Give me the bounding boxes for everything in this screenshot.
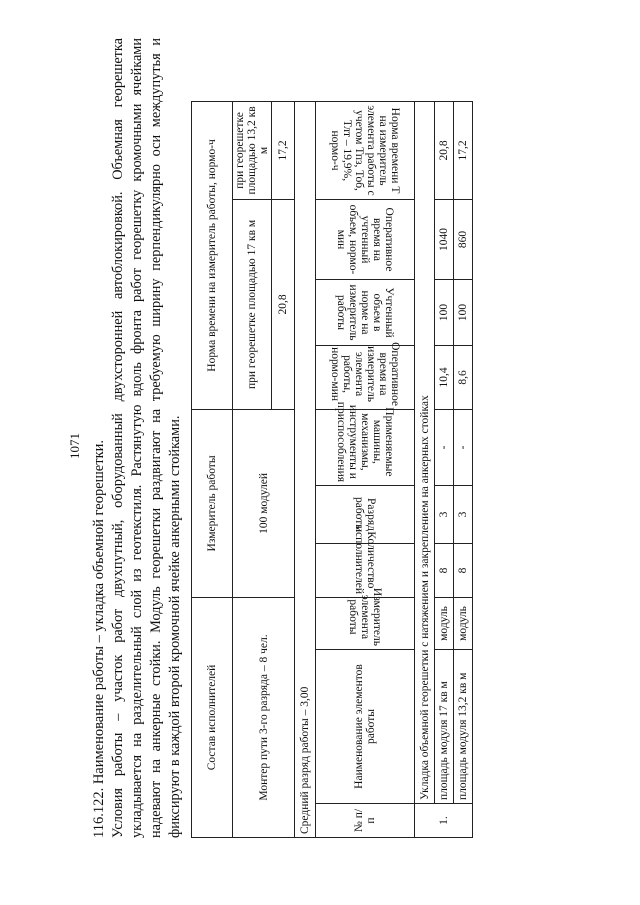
- section-num: 1.: [415, 804, 473, 838]
- work-conditions: Условия работы – участок работ двухпутный, оборудованный двухсторонней автоблокировкой. Объемная георешетка укладывается на разделительный слой из геотекстиля. Растянутую вдоль фронта работ георешетку кромочными ячейками надевают на анкерные стойки. Модуль георешетки раздвигают на требуемую ширину перпендикулярно оси междупутья и фиксируют в каждой второй кромочной ячейке анкерными стойками.: [110, 38, 183, 838]
- table-row: площадь модуля 13,2 кв м модуль 8 3 - 8,6 100 860 17,2: [454, 101, 473, 837]
- page-number: 1071: [67, 433, 82, 459]
- unit-value: 100 модулей: [233, 409, 295, 597]
- col-grade: Разряд работы: [353, 496, 377, 532]
- col-num: № п/п: [316, 804, 415, 838]
- col-machines: Применяемые машины, механизмы, инструменты и приспособления: [335, 401, 395, 482]
- header-staff: Состав исполнителей: [192, 597, 233, 837]
- rotated-content: [91, 38, 551, 838]
- header-geo13: при георешетке площадью 13,2 кв м: [233, 101, 272, 199]
- header-unit: Измеритель работы: [192, 409, 233, 597]
- header-geo17: при георешетке площадью 17 кв м: [233, 199, 272, 409]
- staff-value: Монтер пути 3-го разряда – 8 чел.: [233, 597, 295, 837]
- col-op-volume: Оперативное время на учтенный объем, нормо-мин: [335, 204, 395, 275]
- table-row: площадь модуля 17 кв м модуль 8 3 - 10,4 100 1040 20,8: [435, 101, 454, 837]
- section-title: Укладка объемной георешетки с натяжением и закреплением на анкерных стойках: [415, 101, 435, 803]
- col-elem-unit: Измеритель элемента работы: [347, 587, 383, 646]
- col-op-time: Оперативное время на измеритель элемента работы, нормо-мин: [329, 342, 401, 406]
- norm-table: [191, 101, 473, 838]
- work-title: 116.122. Наименование работы – укладка объемной георешетки.: [91, 440, 107, 838]
- header-norm: Норма времени на измеритель работы, нормо-ч: [192, 101, 233, 409]
- norm13-value: 17,2: [272, 101, 295, 199]
- col-count: Количество исполнителей: [353, 525, 377, 594]
- col-volume: Учтенный объем в норме на измеритель работы: [335, 284, 395, 341]
- col-norm-time: Норма времени Т на измеритель элемента работы с учетом Тпз, Тоб, Тлт – 19,9%, нормо-ч: [329, 105, 401, 196]
- norm17-value: 20,8: [272, 199, 295, 409]
- avg-grade: Средний разряд работы – 3,00: [295, 101, 316, 837]
- col-name: Наименование элементов работы: [316, 650, 415, 804]
